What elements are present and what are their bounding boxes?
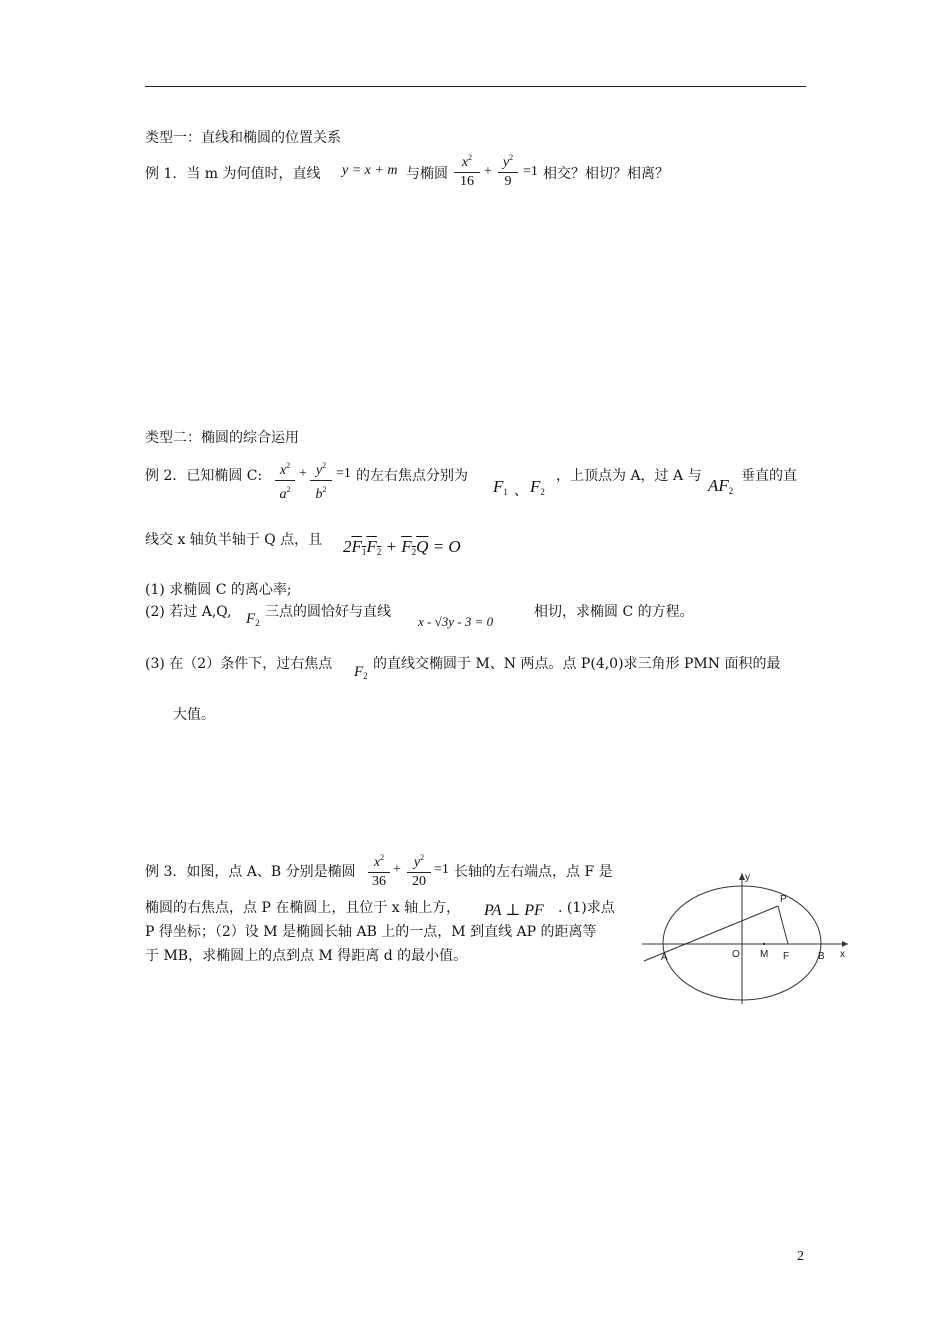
example1-fraction-x: $x^2$ 16 bbox=[454, 150, 480, 190]
header-rule bbox=[145, 86, 806, 87]
section1-title: 类型一：直线和椭圆的位置关系 bbox=[145, 130, 341, 146]
focus-f2: $F_2$ bbox=[354, 664, 368, 681]
example3-line2-prefix: 椭圆的右焦点，点 P 在椭圆上，且位于 x 轴上方， bbox=[145, 900, 461, 916]
separator: 、 bbox=[514, 483, 528, 499]
x-axis-arrow bbox=[842, 941, 848, 947]
example3-line4: 于 MB，求椭圆上的点到点 M 得距离 d 的最小值。 bbox=[145, 948, 468, 964]
tangent-line-equation: x - √3y - 3 = 0 bbox=[418, 614, 494, 629]
question-3-line2: 大值。 bbox=[173, 707, 215, 723]
example2-mid: 的左右焦点分别为 bbox=[356, 468, 468, 484]
label-y: y bbox=[745, 872, 750, 883]
example2-fraction-x: $x^2$ $a^2$ bbox=[275, 458, 295, 503]
focus-f2: $F_2$ bbox=[246, 611, 260, 628]
label-p: P bbox=[780, 894, 787, 905]
page-number: 2 bbox=[797, 1249, 804, 1264]
example1-suffix: 相交？相切？相离？ bbox=[543, 166, 669, 182]
question-2-mid: 三点的圆恰好与直线 bbox=[265, 604, 391, 620]
section2-title: 类型二：椭圆的综合运用 bbox=[145, 430, 299, 446]
example3-fraction-x: $x^2$ 36 bbox=[368, 850, 390, 890]
question-3-suffix: 的直线交椭圆于 M、N 两点。点 P(4,0)求三角形 PMN 面积的最 bbox=[373, 656, 781, 672]
segment-af2: $AF_2$ bbox=[708, 476, 734, 496]
vector-equation: $2F_1F_2 + F_2Q = O$ bbox=[343, 537, 461, 557]
label-x: x bbox=[840, 949, 845, 960]
example3-prefix: 例 3．如图，点 A、B 分别是椭圆 bbox=[145, 864, 356, 880]
example1-equals-one: =1 bbox=[523, 164, 538, 179]
plus-sign: + bbox=[484, 164, 492, 179]
example2-fraction-y: $y^2$ $b^2$ bbox=[310, 458, 332, 503]
example2-line2: 线交 x 轴负半轴于 Q 点，且 bbox=[145, 532, 323, 548]
label-b: B bbox=[818, 951, 825, 962]
example3-line2-suffix: . (1)求点 bbox=[558, 900, 615, 916]
example3-suffix: 长轴的左右端点，点 F 是 bbox=[454, 864, 613, 880]
example1-fraction-y: $y^2$ 9 bbox=[498, 150, 518, 190]
focus-f2: $F_2$ bbox=[530, 477, 545, 497]
example3-equals-one: =1 bbox=[434, 862, 449, 877]
perpendicular-condition: PA ⊥ PF bbox=[484, 902, 544, 919]
example2-suffix: 垂直的直 bbox=[741, 468, 797, 484]
label-f: F bbox=[783, 951, 790, 962]
example3-line3: P 得坐标；（2）设 M 是椭圆长轴 AB 上的一点，M 到直线 AP 的距离等 bbox=[145, 924, 597, 940]
question-2-suffix: 相切，求椭圆 C 的方程。 bbox=[534, 604, 694, 620]
question-2-prefix: (2) 若过 A,Q, bbox=[145, 604, 232, 620]
example2-prefix: 例 2．已知椭圆 C: bbox=[145, 468, 263, 484]
line-pf bbox=[778, 906, 788, 944]
example1-prefix: 例 1．当 m 为何值时，直线 bbox=[145, 166, 321, 182]
question-1: (1) 求椭圆 C 的离心率; bbox=[145, 582, 292, 598]
focus-f1: $F_1$ bbox=[493, 477, 508, 497]
question-3-prefix: (3) 在（2）条件下，过右焦点 bbox=[145, 656, 333, 672]
point-m bbox=[763, 943, 765, 945]
example2-equals-one: =1 bbox=[336, 466, 351, 481]
ellipse-figure bbox=[640, 866, 860, 1012]
example1-line-equation: y = x + m bbox=[342, 163, 398, 178]
label-o: O bbox=[732, 949, 740, 960]
example3-fraction-y: $y^2$ 20 bbox=[407, 850, 431, 890]
label-m: M bbox=[760, 949, 769, 960]
label-a: A bbox=[661, 952, 668, 963]
example1-mid: 与椭圆 bbox=[406, 166, 448, 182]
example2-mid2: ，上顶点为 A，过 A 与 bbox=[556, 468, 702, 484]
plus-sign: + bbox=[393, 862, 401, 877]
plus-sign: + bbox=[299, 466, 307, 481]
